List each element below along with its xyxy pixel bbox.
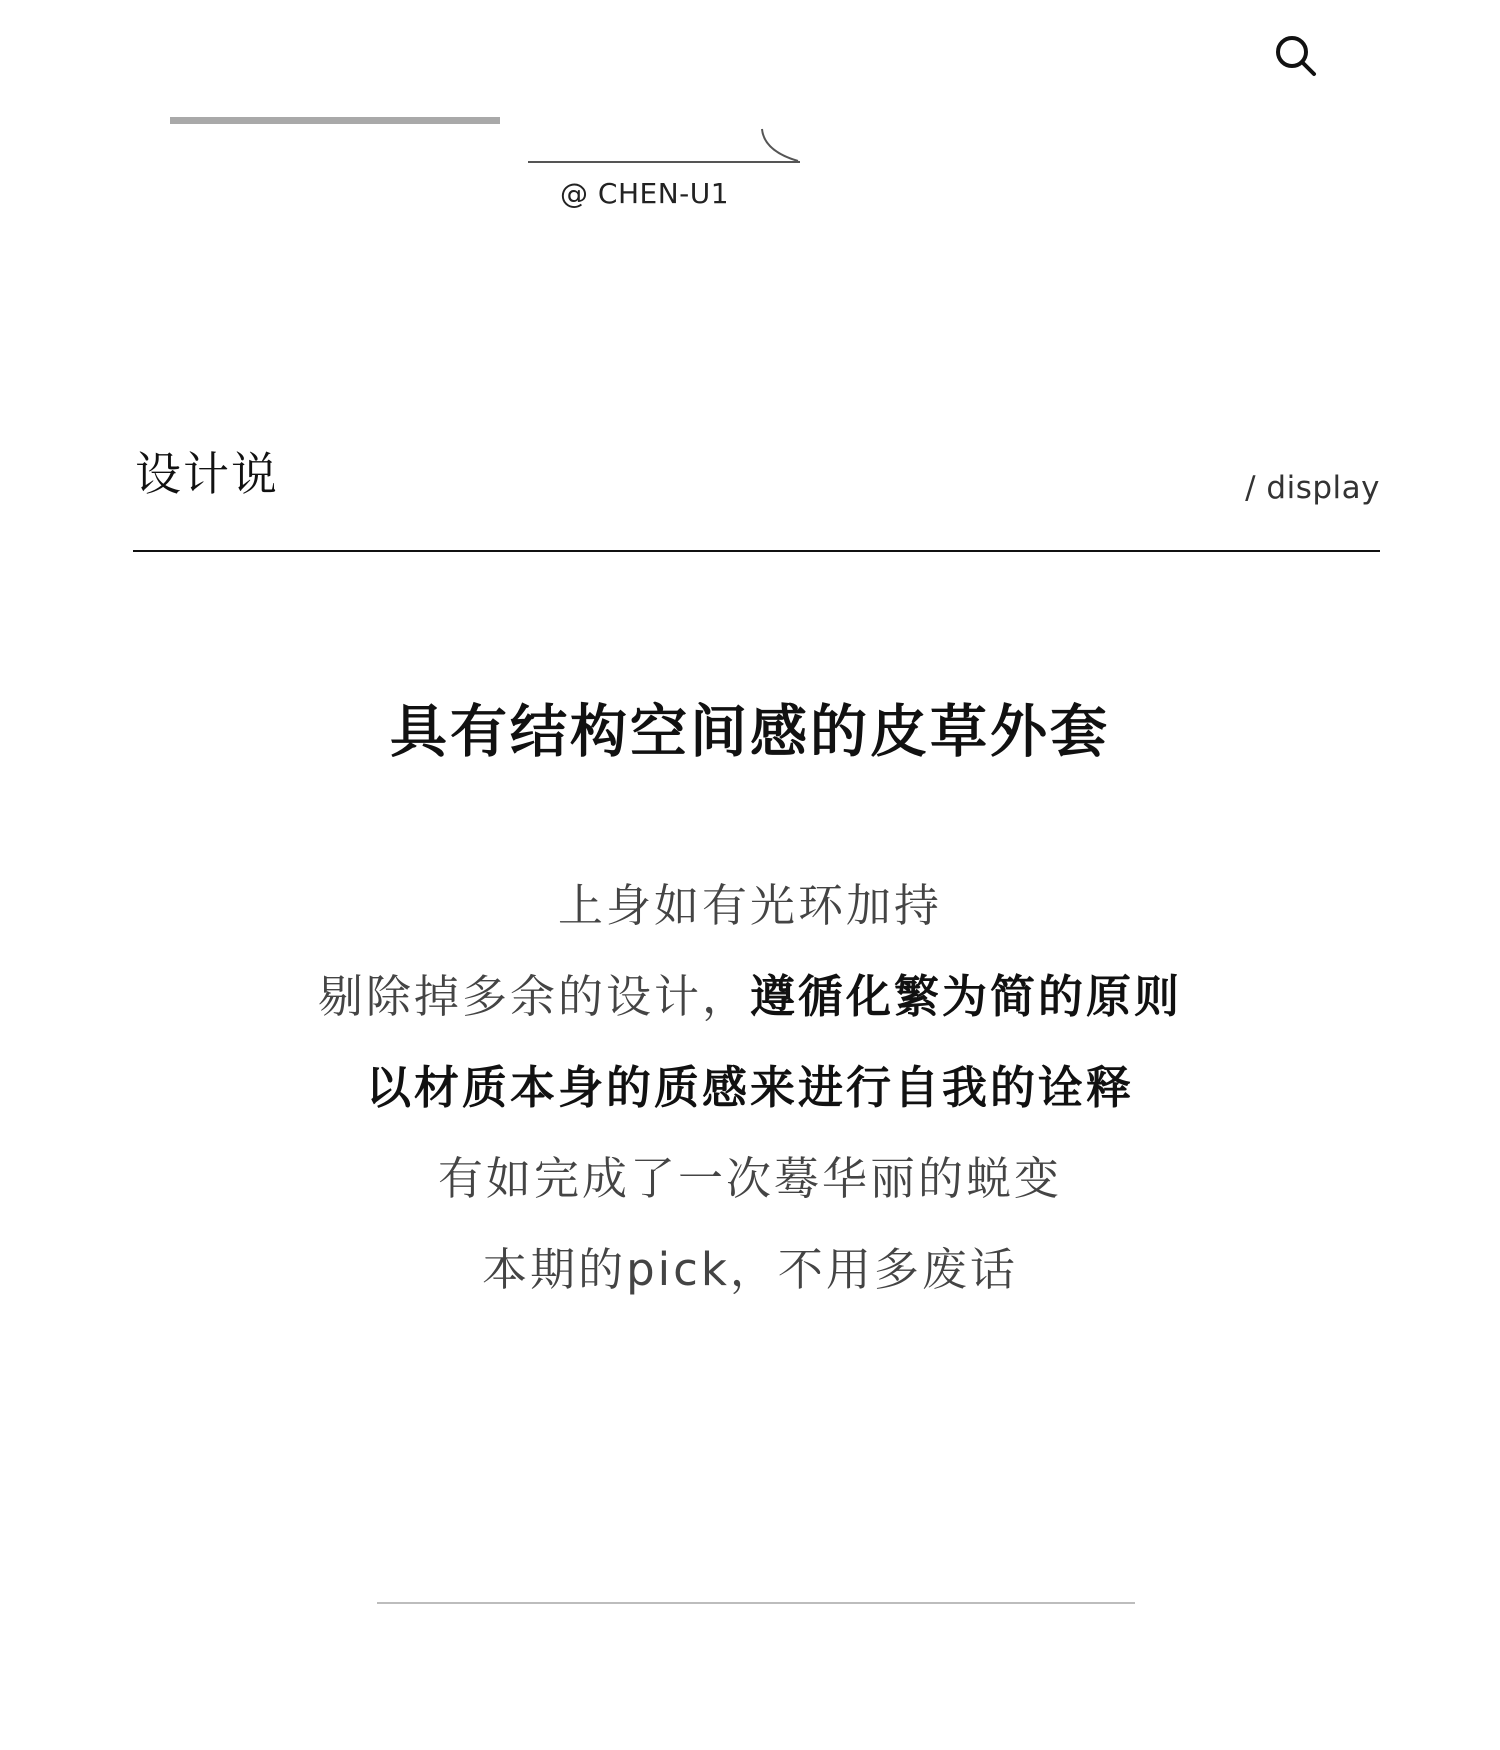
- section-tag: / display: [1245, 470, 1380, 506]
- body-line-2: [0, 951, 1500, 1042]
- headline: 具有结构空间感的皮草外套: [390, 699, 1110, 765]
- body-line-1: 上身如有光环加持: [557, 879, 942, 932]
- body-line-5: 本期的pick，不用多废话: [482, 1243, 1018, 1296]
- body-line-2-light: 剔除掉多余的设计，: [317, 970, 750, 1023]
- search-button[interactable]: [1270, 30, 1322, 82]
- section-title: 设计说: [135, 447, 279, 501]
- body-line-4: 有如完成了一次蓦华丽的蜕变: [437, 1152, 1062, 1205]
- brand-handle: @ CHEN-U1: [560, 177, 730, 210]
- decorative-gray-bar: [170, 117, 500, 124]
- decorative-arrow: [528, 125, 808, 165]
- body-line-2-bold: 遵循化繁为简的原则: [750, 970, 1183, 1023]
- bottom-divider: [377, 1602, 1135, 1604]
- body-text: [0, 860, 1500, 1315]
- body-line-3: 以材质本身的质感来进行自我的诠释: [365, 1061, 1134, 1114]
- search-icon: [1270, 30, 1322, 82]
- section-divider: [133, 550, 1380, 552]
